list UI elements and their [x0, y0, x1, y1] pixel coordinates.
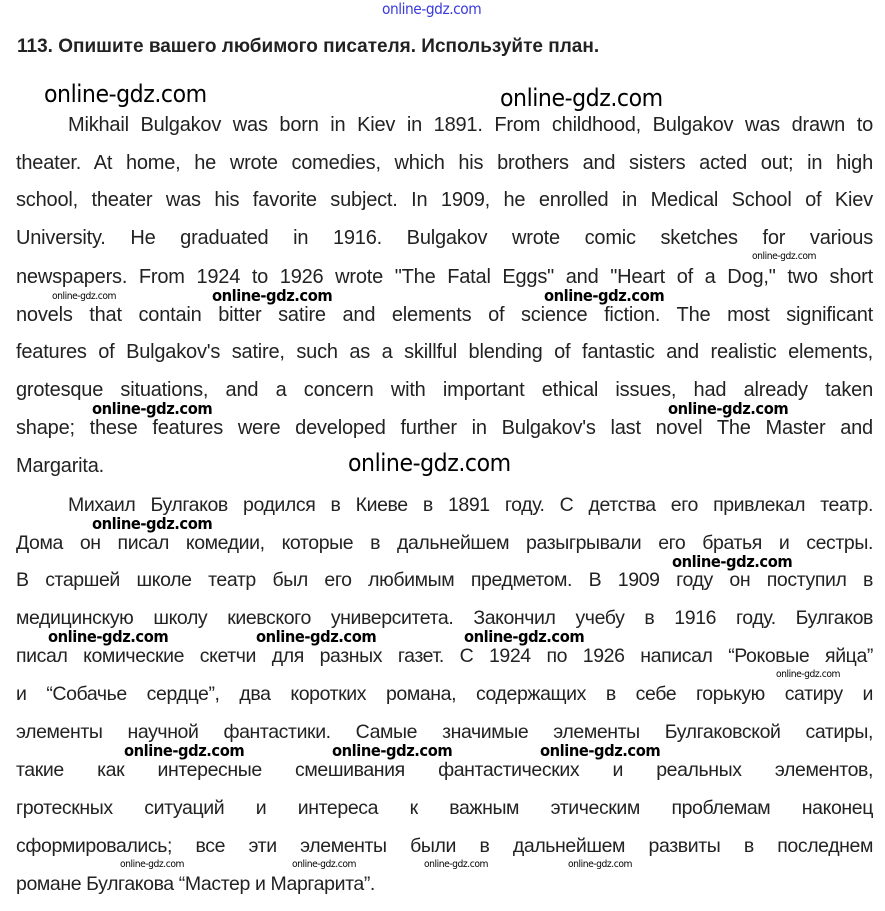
watermark: online-gdz.com: [124, 741, 245, 760]
text-line: В старшей школе театр был его любимым предметом. В 1909 году он поступил в: [16, 569, 873, 591]
watermark: online-gdz.com: [776, 669, 841, 680]
watermark: online-gdz.com: [120, 859, 185, 870]
watermark: online-gdz.com: [332, 741, 453, 760]
watermark: online-gdz.com: [382, 0, 482, 18]
watermark: online-gdz.com: [672, 552, 793, 571]
text-line: shape; these features were developed further in Bulgakov's last novel The Master and: [16, 417, 873, 439]
watermark: online-gdz.com: [348, 449, 511, 477]
text-line: University. He graduated in 1916. Bulgakov wrote comic sketches for various: [16, 227, 873, 249]
text-line: school, theater was his favorite subject. In 1909, he enrolled in Medical School of Kiev: [16, 189, 873, 211]
text-line: медицинскую школу киевского университета. Закончил учебу в 1916 году. Булгаков: [16, 607, 873, 629]
text-line: grotesque situations, and a concern with important ethical issues, had already taken: [16, 379, 873, 401]
watermark: online-gdz.com: [500, 84, 663, 112]
text-line: и “Собачье сердце”, два коротких романа, содержащих в себе горькую сатиру и: [16, 683, 873, 705]
text-line: Mikhail Bulgakov was born in Kiev in 1891. From childhood, Bulgakov was drawn to: [68, 114, 873, 136]
text-line: сформировались; все эти элементы были в дальнейшем развиты в последнем: [16, 835, 873, 857]
watermark: online-gdz.com: [92, 399, 213, 418]
text-line: theater. At home, he wrote comedies, which his brothers and sisters acted out; in high: [16, 152, 873, 174]
watermark: online-gdz.com: [568, 859, 633, 870]
watermark: online-gdz.com: [464, 627, 585, 646]
watermark: online-gdz.com: [52, 291, 117, 302]
text-line: novels that contain bitter satire and elements of science fiction. The most significant: [16, 304, 873, 326]
watermark: online-gdz.com: [424, 859, 489, 870]
text-line: романе Булгакова “Мастер и Маргарита”.: [16, 873, 375, 895]
text-line: Margarita.: [16, 455, 105, 477]
watermark: online-gdz.com: [544, 286, 665, 305]
watermark: online-gdz.com: [256, 627, 377, 646]
watermark: online-gdz.com: [92, 514, 213, 533]
watermark: online-gdz.com: [668, 399, 789, 418]
text-line: такие как интересные смешивания фантастических и реальных элементов,: [16, 759, 873, 781]
text-line: писал комические скетчи для разных газет. С 1924 по 1926 написал “Роковые яйца”: [16, 645, 873, 667]
text-line: элементы научной фантастики. Самые значимые элементы Булгаковской сатиры,: [16, 721, 873, 743]
watermark: online-gdz.com: [292, 859, 357, 870]
watermark: online-gdz.com: [212, 286, 333, 305]
text-line: features of Bulgakov's satire, such as a skillful blending of fantastic and realistic elements,: [16, 341, 873, 363]
task-title: 113. Опишите вашего любимого писателя. Используйте план.: [17, 36, 600, 57]
watermark: online-gdz.com: [752, 251, 817, 262]
watermark: online-gdz.com: [540, 741, 661, 760]
watermark: online-gdz.com: [48, 627, 169, 646]
text-line: гротескных ситуаций и интереса к важным этическим проблемам наконец: [16, 797, 873, 819]
watermark: online-gdz.com: [44, 80, 207, 108]
text-line: newspapers. From 1924 to 1926 wrote "The Fatal Eggs" and "Heart of a Dog," two short: [16, 266, 873, 288]
text-line: Михаил Булгаков родился в Киеве в 1891 году. С детства его привлекал театр.: [68, 494, 873, 516]
text-line: Дома он писал комедии, которые в дальнейшем разыгрывали его братья и сестры.: [16, 532, 873, 554]
